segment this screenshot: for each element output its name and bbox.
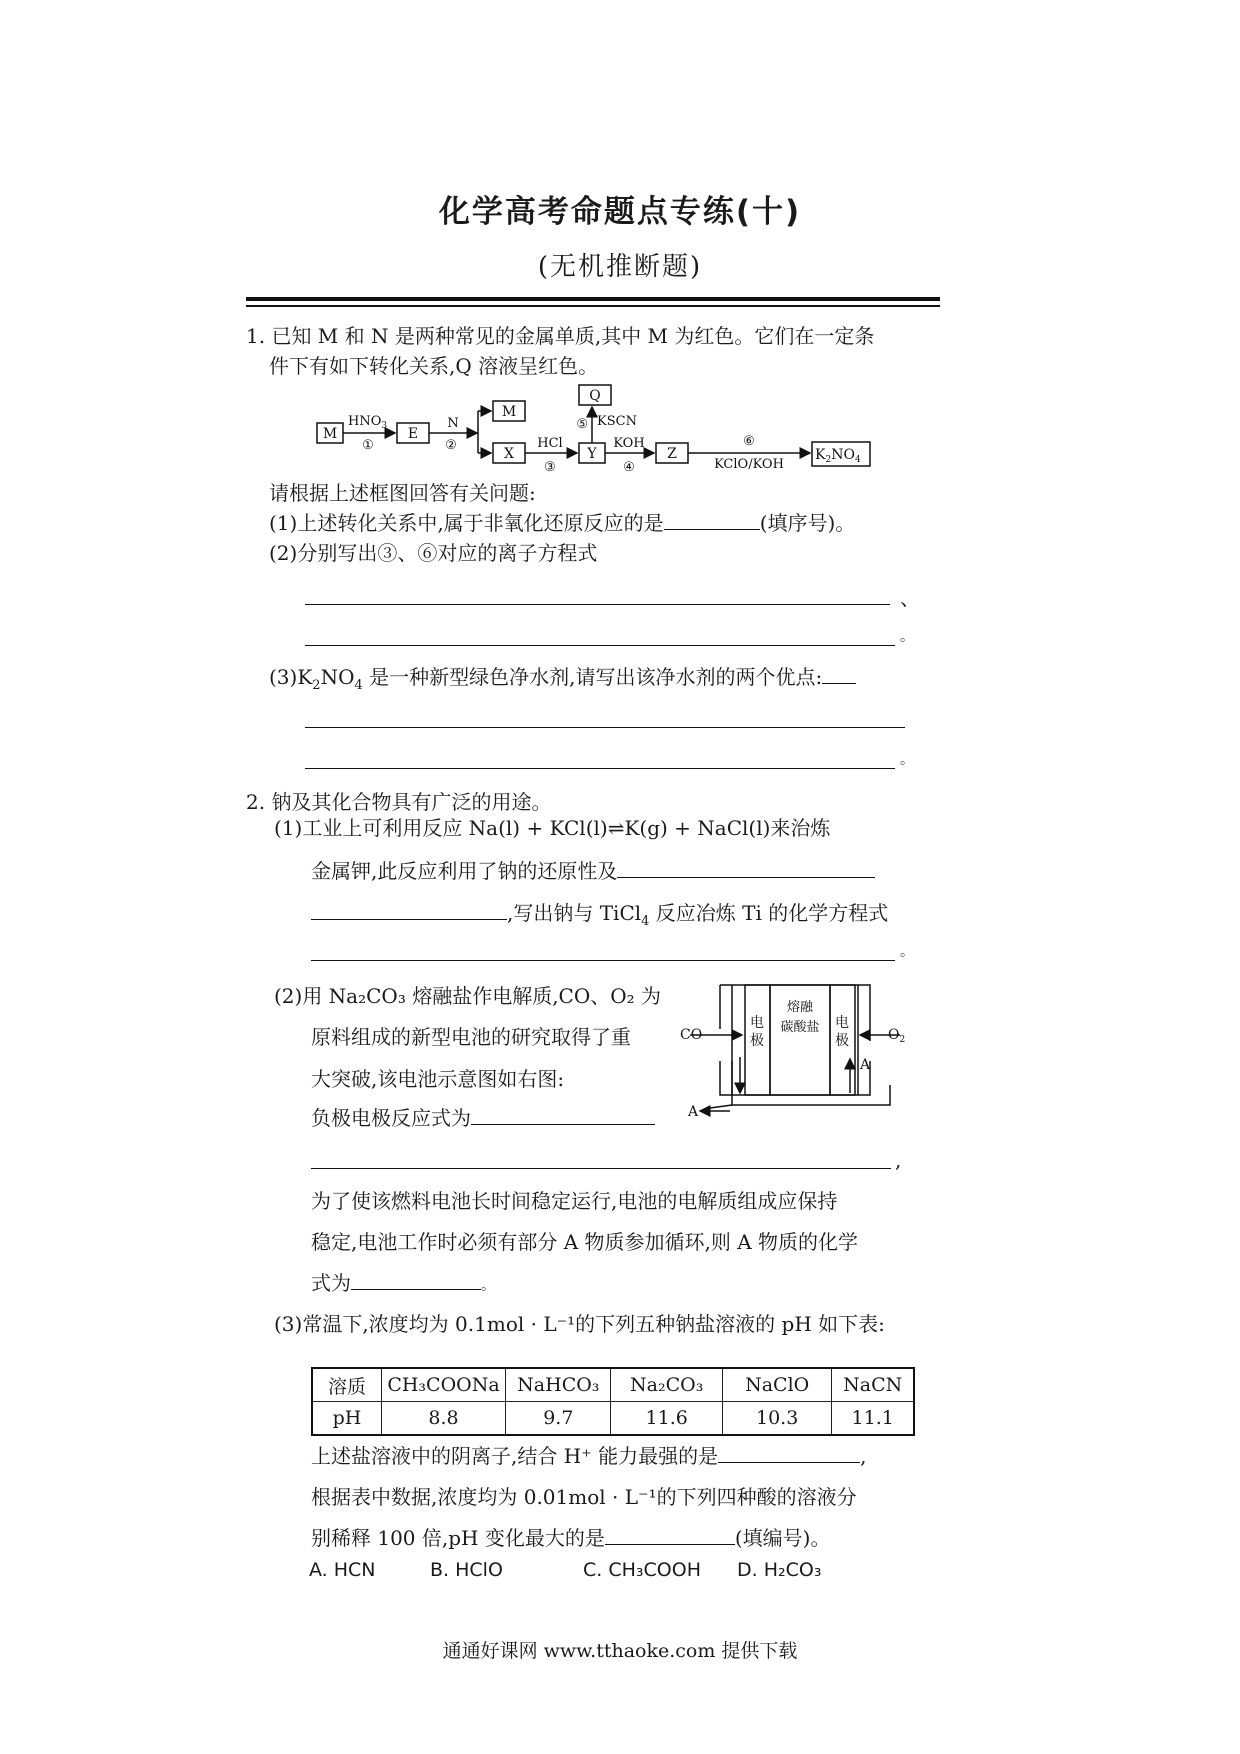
q2-stem: 2. 钠及其化合物具有广泛的用途。 [246, 790, 552, 814]
q1-part1 [269, 513, 855, 533]
label-z: Z [667, 446, 677, 462]
ph-table-cell: NaHCO₃ [506, 1368, 611, 1402]
q2-part1-line3-text-b: 反应冶炼 Ti 的化学方程式 [649, 901, 889, 925]
q2-part1-line1: (1)工业上可利用反应 Na(l) + KCl(l)⇌K(g) + NaCl(l)来治炼 [274, 816, 831, 840]
q2-part1-line2-text: 金属钾,此反应利用了钠的还原性及 [311, 859, 618, 883]
q1-stem-line2: 件下有如下转化关系,Q 溶液呈红色。 [269, 354, 599, 378]
q2-part2-blank3[interactable] [351, 1289, 481, 1290]
q1-part2: (2)分别写出③、⑥对应的离子方程式 [269, 541, 598, 565]
q2-part3-blank2[interactable] [605, 1544, 735, 1545]
q1-part3 [269, 667, 856, 692]
q2-part2-line5: 为了使该燃料电池长时间稳定运行,电池的电解质组成应保持 [311, 1189, 838, 1213]
ph-table-row [312, 1402, 914, 1436]
q1-part3-text-c: 是一种新型绿色净水剂,请写出该净水剂的两个优点: [362, 665, 823, 689]
q2-part1-line2 [311, 861, 875, 881]
label-electrode-right-1: 电 [835, 1015, 849, 1031]
q2-part1-blank2[interactable] [311, 919, 507, 920]
option-c[interactable]: C. CH₃COOH [583, 1559, 701, 1581]
q2-part3-line4-tail: (填编号)。 [734, 1526, 831, 1550]
label-step4: ④ [623, 460, 635, 475]
label-n: N [447, 416, 459, 431]
q1-part3-text-b: NO [320, 665, 355, 689]
footer-credit: 通通好课网 www.tthaoke.com 提供下载 [442, 1640, 798, 1662]
label-step1: ① [362, 438, 374, 453]
q1-part1-text: (1)上述转化关系中,属于非氧化还原反应的是 [269, 511, 664, 535]
ph-table-cell: 10.3 [722, 1402, 832, 1436]
q1-part3-sub1: 2 [312, 678, 321, 693]
label-co: CO [680, 1027, 703, 1043]
q2-part3-line4 [311, 1528, 830, 1548]
ph-table-cell: 11.1 [832, 1402, 914, 1436]
q2-part1-line3 [311, 903, 888, 928]
label-electrode-left-2: 极 [750, 1033, 764, 1049]
ph-table-cell: 8.8 [381, 1402, 505, 1436]
label-molten-1: 熔融 [786, 1000, 814, 1015]
q2-part3-line4-text: 别稀释 100 倍,pH 变化最大的是 [311, 1526, 605, 1550]
label-m: M [322, 426, 338, 442]
label-hno3: $HNO_3$ [348, 414, 388, 431]
q2-part2-line6: 稳定,电池工作时必须有部分 A 物质参加循环,则 A 物质的化学 [311, 1230, 859, 1254]
q2-part3-line3: 根据表中数据,浓度均为 0.01mol · L⁻¹的下列四种酸的溶液分 [311, 1485, 857, 1509]
label-step3: ③ [544, 460, 556, 475]
q1-part3-end: 。 [900, 752, 914, 768]
q2-part1-blank1[interactable] [617, 877, 875, 878]
label-step5: ⑤ [576, 417, 588, 432]
ph-table-cell: 11.6 [611, 1402, 722, 1436]
label-hcl: HCl [537, 436, 563, 451]
q1-part1-blank[interactable] [664, 529, 760, 530]
label-o2: $O_2$ [888, 1027, 906, 1045]
label-x: X [504, 446, 514, 462]
q2-part3-comma: , [860, 1444, 867, 1468]
q2-part2-line7 [311, 1273, 495, 1293]
label-kscn: KSCN [597, 414, 637, 429]
page-subtitle: (无机推断题) [537, 252, 703, 282]
q1-part1-tail: (填序号)。 [759, 511, 856, 535]
q1-part2-sep: 、 [900, 586, 920, 610]
option-d[interactable]: D. H₂CO₃ [737, 1559, 822, 1581]
q2-part2-blank2[interactable] [311, 1168, 891, 1169]
ph-table-cell: NaCN [832, 1368, 914, 1402]
q1-part2-blank2[interactable] [305, 645, 895, 646]
q1-part3-sub2: 4 [354, 678, 363, 693]
q1-part3-text-a: (3)K [269, 665, 313, 689]
option-a[interactable]: A. HCN [309, 1559, 376, 1581]
label-kclo-koh: KClO/KOH [714, 457, 784, 472]
q2-part1-end: 。 [900, 944, 914, 960]
q1-part2-blank1[interactable] [305, 604, 890, 605]
q2-part2-line2: 原料组成的新型电池的研究取得了重 [311, 1025, 631, 1049]
ph-table [311, 1367, 915, 1436]
q2-part2-blank1[interactable] [471, 1124, 655, 1125]
q1-part2-end: 。 [900, 629, 914, 645]
label-y: Y [587, 446, 597, 462]
q2-part3-line2 [311, 1446, 866, 1466]
label-a-right: A [860, 1057, 871, 1073]
label-q: Q [589, 388, 601, 404]
q2-part3-line1: (3)常温下,浓度均为 0.1mol · L⁻¹的下列五种钠盐溶液的 pH 如下表: [274, 1312, 885, 1336]
label-step6: ⑥ [743, 434, 755, 449]
q2-part2-line7-text: 式为 [311, 1271, 351, 1295]
label-molten-2: 碳酸盐 [780, 1020, 820, 1035]
q1-part3-blank0[interactable] [822, 683, 856, 684]
q2-part2-end: 。 [481, 1278, 495, 1294]
q1-stem-line1: 1. 已知 M 和 N 是两种常见的金属单质,其中 M 为红色。它们在一定条 [246, 324, 875, 348]
ph-table-cell: NaClO [722, 1368, 832, 1402]
label-koh: KOH [613, 436, 645, 451]
battery-diagram [680, 975, 910, 1125]
q2-part3-line2-text: 上述盐溶液中的阴离子,结合 H⁺ 能力最强的是 [311, 1444, 719, 1468]
label-k2no4: $K_2NO_4$ [815, 447, 861, 465]
ph-table-cell: CH₃COONa [381, 1368, 505, 1402]
ph-table-cell: Na₂CO₃ [611, 1368, 722, 1402]
q1-part3-blank2[interactable] [305, 768, 895, 769]
q1-part3-blank1[interactable] [305, 727, 905, 728]
ph-table-header [312, 1368, 914, 1402]
q2-part3-blank1[interactable] [718, 1462, 860, 1463]
ph-table-cell: 溶质 [312, 1368, 381, 1402]
q2-part2-line3: 大突破,该电池示意图如右图: [311, 1067, 565, 1091]
header-rule [246, 297, 940, 301]
q1-prompt: 请根据上述框图回答有关问题: [269, 481, 536, 505]
label-electrode-right-2: 极 [835, 1033, 849, 1049]
page-title: 化学高考命题点专练(十) [438, 194, 802, 230]
label-electrode-left-1: 电 [750, 1015, 764, 1031]
label-m2: M [501, 404, 517, 420]
label-a-left: A [688, 1104, 699, 1120]
q2-part1-blank3[interactable] [311, 960, 895, 961]
q2-part1-line3-text-a: ,写出钠与 TiCl [507, 901, 642, 925]
q1-flow-diagram [300, 375, 880, 475]
q2-part2-comma: , [895, 1148, 902, 1172]
label-step2: ② [445, 438, 457, 453]
q2-part2-line4 [311, 1108, 655, 1128]
q2-part1-line3-sub: 4 [641, 914, 650, 929]
header-rule-thin [246, 305, 940, 307]
q2-part2-line4-text: 负极电极反应式为 [311, 1106, 471, 1130]
option-b[interactable]: B. HClO [430, 1559, 503, 1581]
ph-table-cell: 9.7 [506, 1402, 611, 1436]
label-e: E [407, 426, 419, 442]
ph-table-cell: pH [312, 1402, 381, 1436]
q2-part2-line1: (2)用 Na₂CO₃ 熔融盐作电解质,CO、O₂ 为 [274, 984, 662, 1008]
